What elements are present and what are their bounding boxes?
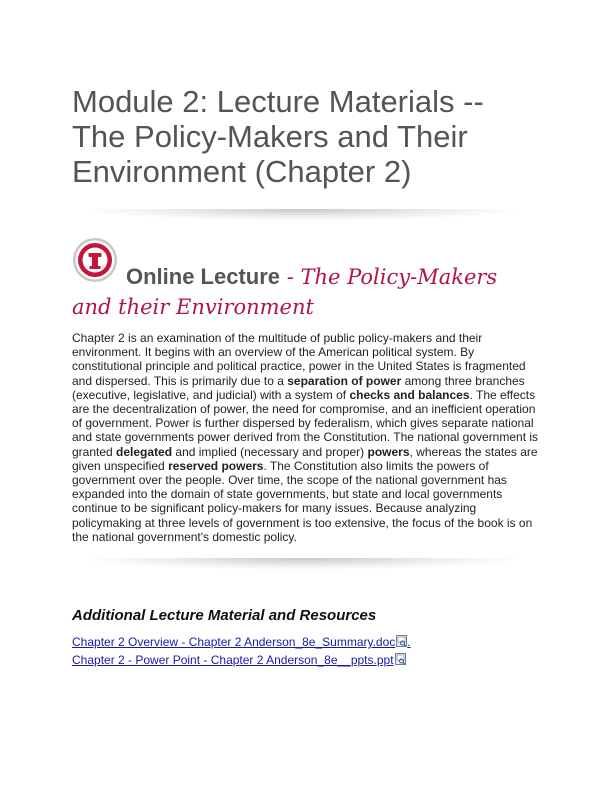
link-trailing-period: . [407, 635, 411, 649]
file-preview-icon[interactable] [396, 635, 407, 647]
body-segment: among three branches (executive, legislative, and judicial) with a system of [72, 373, 525, 402]
resource-item-summary [72, 634, 411, 650]
body-segment: and implied (necessary and proper) [172, 444, 368, 459]
term-checks-and-balances: checks and balances [349, 387, 470, 402]
lecture-separator: - [280, 265, 301, 289]
term-powers: powers [367, 444, 410, 459]
lecture-label: Online Lecture [126, 264, 281, 289]
summary-doc-link[interactable]: Chapter 2 Overview - Chapter 2 Anderson_8e_Summary.doc [72, 635, 396, 649]
lecture-subtitle: The Policy-Makers and their Environment [72, 265, 498, 319]
body-segment: . The effects are the decentralization of power, the need for compromise, and an inefficient operation of government. Power is further dispersed by federalism, which gives separate national and state governments power derived from the Constitution. The national government is granted [72, 387, 539, 459]
file-preview-icon[interactable] [395, 653, 406, 665]
body-segment: , whereas the states are given unspecified [72, 444, 538, 473]
page-title: Module 2: Lecture Materials -- The Policy-Makers and Their Environment (Chapter 2) [72, 84, 484, 189]
term-separation-of-power: separation of power [287, 373, 402, 388]
lecture-heading [72, 262, 542, 322]
body-segment: Chapter 2 is an examination of the multitude of public policy-makers and their environment. It begins with an overview of the American political system. By constitutional principle and political practice, power in the United States is fragmented and dispersed. This is primarily due to a [72, 331, 526, 388]
term-delegated: delegated [116, 444, 173, 459]
section-divider [78, 209, 528, 221]
resources-heading: Additional Lecture Material and Resources [72, 607, 377, 624]
body-segment: . The Constitution also limits the powers of government over the people. Over time, the scope of the national government has expanded into the domain of state governments, but state and local governments continue to be significant policy-makers for many issues. Because analyzing policymaking at three levels of government is too extensive, the focus of the book is on the national government's domestic policy. [72, 458, 533, 544]
term-reserved-powers: reserved powers [168, 458, 264, 473]
ppt-link[interactable]: Chapter 2 - Power Point - Chapter 2 Anderson_8e__ppts.ppt [72, 653, 394, 667]
resource-item-ppt [72, 652, 406, 668]
section-divider [78, 558, 528, 570]
lecture-body [72, 331, 542, 544]
